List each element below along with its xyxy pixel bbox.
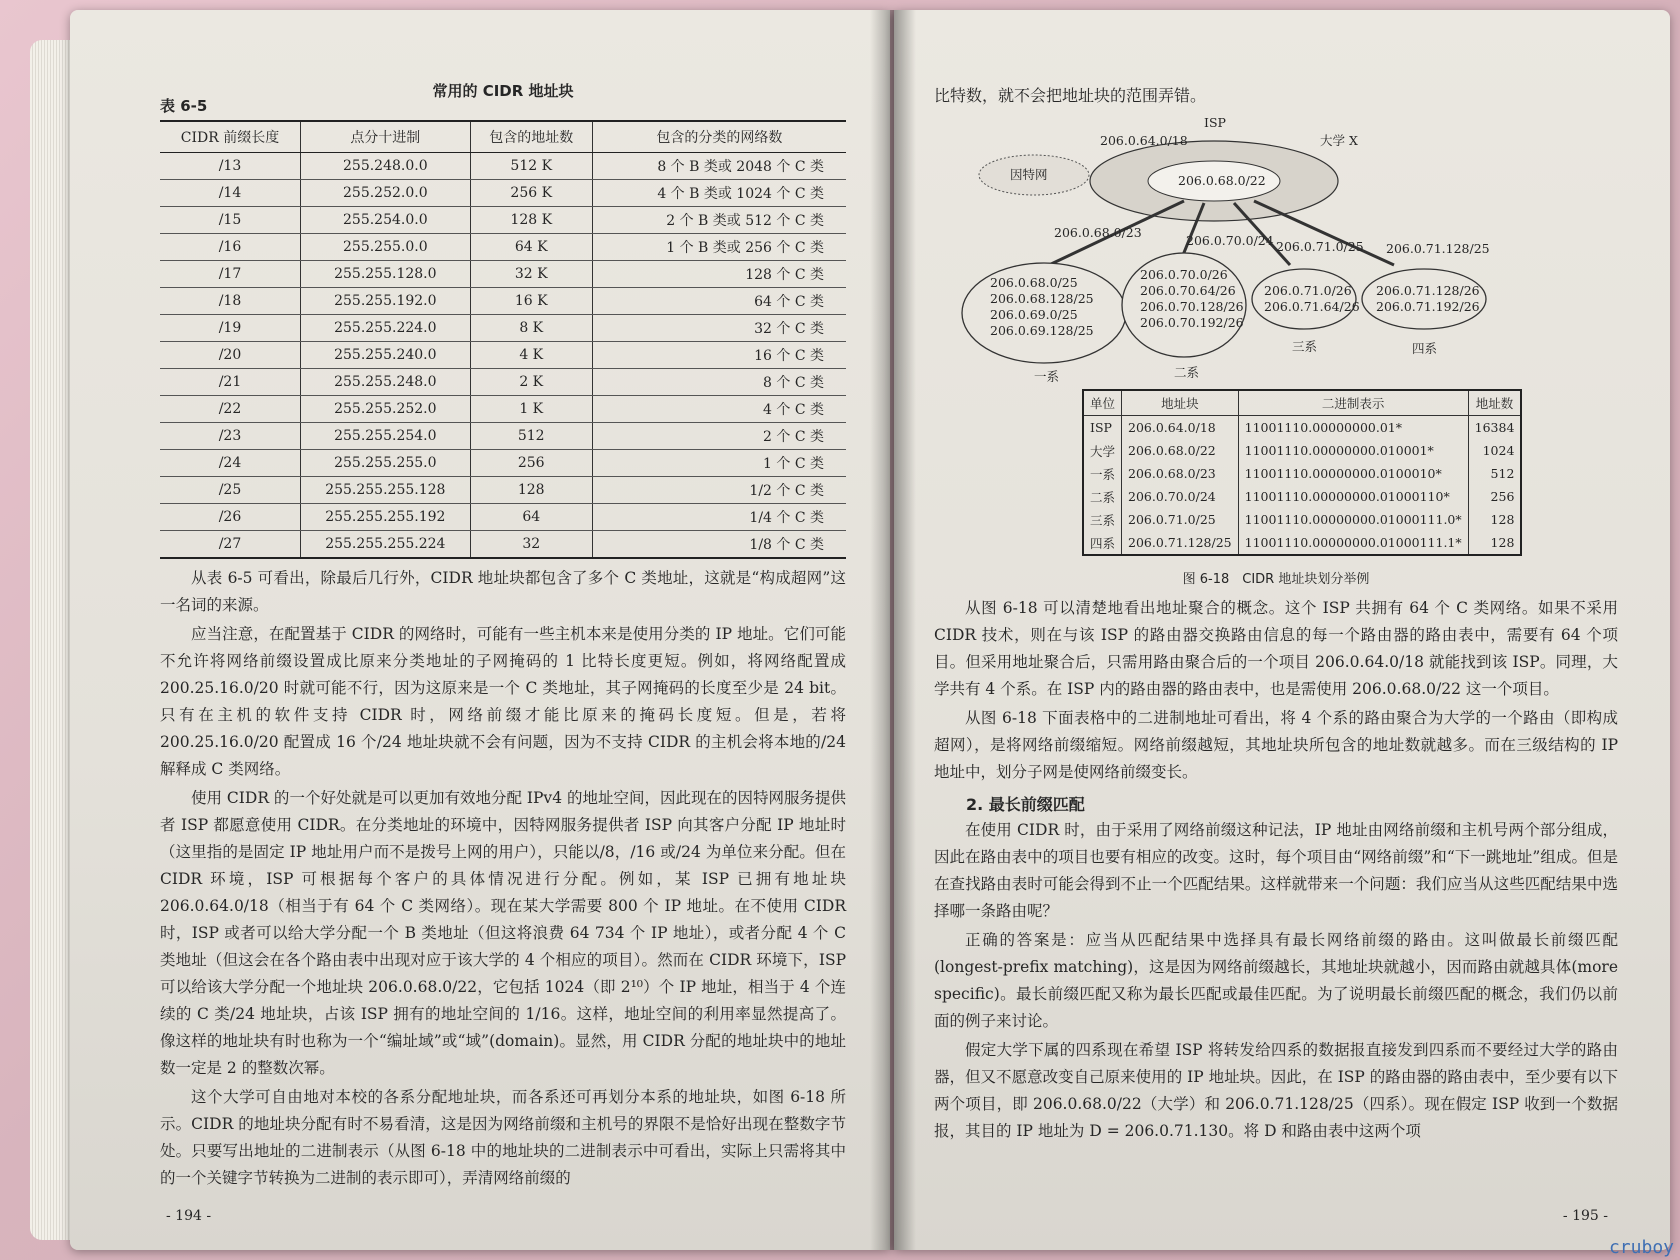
table-cell: 1/8 个 C 类 (592, 531, 846, 559)
table-cell: 11001110.00000000.01000111.0* (1238, 508, 1468, 531)
dept3-blocks: 206.0.71.0/26 206.0.71.64/26 (1264, 283, 1360, 314)
table-cell: 1/4 个 C 类 (592, 504, 846, 531)
paragraph: 正确的答案是：应当从匹配结果中选择具有最长网络前缀的路由。这叫做最长前缀匹配(longest-prefix matching)，这是因为网络前缀越长，其地址块就越小，因而路由就越具体(more specific)。最长前缀匹配又称为最长匹配或最佳匹配。为了说明最长前缀匹配的概念，我们仍以前面的例子来讨论。 (934, 931, 1618, 1030)
table-cell: 11001110.00000000.010001* (1238, 439, 1468, 462)
col-header: 地址数 (1468, 390, 1521, 416)
table-cell: ISP (1090, 420, 1112, 435)
table-cell: 一系 (1090, 466, 1116, 482)
table-cell: 206.0.70.0/24 (1122, 485, 1239, 508)
university-block-label: 206.0.68.0/22 (1178, 173, 1266, 188)
table-cell: 255.255.128.0 (300, 261, 470, 288)
table-cell: 4 个 C 类 (592, 396, 846, 423)
open-book (30, 10, 1670, 1255)
table-cell: 206.0.68.0/22 (1122, 439, 1239, 462)
table-cell: 255.255.248.0 (300, 369, 470, 396)
table-cell: /27 (160, 531, 300, 559)
cidr-table (160, 120, 846, 559)
isp-block-label: 206.0.64.0/18 (1100, 133, 1188, 148)
table-row (160, 261, 846, 288)
col-header: CIDR 前缀长度 (160, 121, 300, 153)
table-cell: 32 (470, 531, 592, 559)
table-cell: 11001110.00000000.01* (1238, 416, 1468, 440)
table-cell: 64 K (470, 234, 592, 261)
table-cell: 128 (1468, 531, 1521, 555)
dept1-name: 一系 (1034, 369, 1060, 384)
page-number-right: - 195 - (1562, 1208, 1608, 1224)
internet-label: 因特网 (1010, 167, 1048, 182)
table-cell: 16 K (470, 288, 592, 315)
paragraph: 从表 6-5 可看出，除最后几行外，CIDR 地址块都包含了多个 C 类地址，这就是“构成超网”这一名词的来源。 (160, 569, 846, 614)
university-label: 大学 X (1320, 133, 1358, 148)
table-cell: 255.255.255.224 (300, 531, 470, 559)
table-row (1083, 508, 1521, 531)
watermark: cruboy (1608, 1237, 1674, 1258)
table-cell: 256 (470, 450, 592, 477)
table-cell: /21 (160, 369, 300, 396)
table-row (1083, 416, 1521, 440)
dept4-name: 四系 (1412, 341, 1438, 356)
table-cell: 64 个 C 类 (592, 288, 846, 315)
table-cell: 11001110.00000000.01000111.1* (1238, 531, 1468, 555)
table-cell: 4 K (470, 342, 592, 369)
table-row (160, 396, 846, 423)
link-label-dept2: 206.0.70.0/24 (1186, 233, 1274, 248)
table-number: 表 6-5 (160, 97, 208, 115)
table-row (160, 477, 846, 504)
table-cell: /14 (160, 180, 300, 207)
table-row (1083, 531, 1521, 555)
col-header: 点分十进制 (300, 121, 470, 153)
table-cell: 32 K (470, 261, 592, 288)
table-cell: 11001110.00000000.0100010* (1238, 462, 1468, 485)
table-cell: 206.0.64.0/18 (1122, 416, 1239, 440)
table-row (160, 450, 846, 477)
col-header: 包含的地址数 (470, 121, 592, 153)
table-cell: 255.248.0.0 (300, 153, 470, 180)
table-cell: 2 K (470, 369, 592, 396)
table-row (160, 315, 846, 342)
table-cell: 255.255.0.0 (300, 234, 470, 261)
table-cell: 128 个 C 类 (592, 261, 846, 288)
dept2-blocks: 206.0.70.0/26 206.0.70.64/26 206.0.70.128/26 206.0.70.192/26 (1140, 267, 1244, 330)
table-cell: /13 (160, 153, 300, 180)
table-cell: 206.0.71.128/25 (1122, 531, 1239, 555)
col-header: 地址块 (1122, 390, 1239, 416)
table-row (160, 288, 846, 315)
units-table (1082, 389, 1522, 556)
table-cell: 1 个 B 类或 256 个 C 类 (592, 234, 846, 261)
table-cell: 8 个 C 类 (592, 369, 846, 396)
table-cell: 8 K (470, 315, 592, 342)
table-cell: 255.255.254.0 (300, 423, 470, 450)
table-row (160, 180, 846, 207)
table-cell: 255.255.192.0 (300, 288, 470, 315)
isp-label: ISP (1204, 115, 1226, 130)
paragraph: 假定大学下属的四系现在希望 ISP 将转发给四系的数据报直接发到四系而不要经过大学的路由器，但又不愿意改变自己原来使用的 IP 地址块。因此，在 ISP 的路由器的路由表中，至少要有以下两个项目，即 206.0.68.0/22（大学）和 206.0.71.128/25（四系）。现在假定 ISP 收到一个数据报，其目的 IP 地址为 D = 206.0.71.130。将 D 和路由表中这两个项 (934, 1041, 1618, 1140)
table-cell: 32 个 C 类 (592, 315, 846, 342)
table-row (160, 234, 846, 261)
table-cell: 四系 (1090, 535, 1116, 551)
table-cell: 16384 (1468, 416, 1521, 440)
table-cell: 255.255.240.0 (300, 342, 470, 369)
table-cell: 64 (470, 504, 592, 531)
table-row (160, 423, 846, 450)
dept4-blocks: 206.0.71.128/26 206.0.71.192/26 (1376, 283, 1480, 314)
table-cell: 255.255.224.0 (300, 315, 470, 342)
link-label-dept4: 206.0.71.128/25 (1386, 241, 1490, 256)
paragraph: 从图 6-18 下面表格中的二进制地址可看出，将 4 个系的路由聚合为大学的一个路由（即构成超网），是将网络前缀缩短。网络前缀越短，其地址块所包含的地址数就越多。而在三级结构的 IP 地址中，划分子网是使网络前缀变长。 (934, 709, 1618, 781)
paragraph: 从图 6-18 可以清楚地看出地址聚合的概念。这个 ISP 共拥有 64 个 C 类网络。如果不采用 CIDR 技术，则在与该 ISP 的路由器交换路由信息的每一个路由器的路由表中，需要有 64 个项目。但采用地址聚合后，只需用路由聚合后的一个项目 206.0.64.0/18 就能找到该 ISP。同理，大学共有 4 个系。在 ISP 内的路由器的路由表中，也是需使用 206.0.68.0/22 这一个项目。 (934, 599, 1618, 698)
table-cell: 256 (1468, 485, 1521, 508)
table-cell: 512 K (470, 153, 592, 180)
table-cell: 2 个 C 类 (592, 423, 846, 450)
table-cell: 1 个 C 类 (592, 450, 846, 477)
col-header: 二进制表示 (1238, 390, 1468, 416)
table-cell: 128 (1468, 508, 1521, 531)
cidr-diagram (934, 115, 1618, 385)
dept2-name: 二系 (1174, 365, 1200, 380)
table-row (1083, 485, 1521, 508)
table-cell: 255.255.252.0 (300, 396, 470, 423)
table-row (1083, 462, 1521, 485)
table-cell: /18 (160, 288, 300, 315)
table-cell: 128 (470, 477, 592, 504)
table-cell: 8 个 B 类或 2048 个 C 类 (592, 153, 846, 180)
table-cell: 大学 (1090, 443, 1116, 459)
table-cell: 1/2 个 C 类 (592, 477, 846, 504)
paragraph: 在使用 CIDR 时，由于采用了网络前缀这种记法，IP 地址由网络前缀和主机号两个部分组成，因此在路由表中的项目也要有相应的改变。这时，每个项目由“网络前缀”和“下一跳地址”组成。但是在查找路由表时可能会得到不止一个匹配结果。这样就带来一个问题：我们应当从这些匹配结果中选择哪一条路由呢？ (934, 821, 1618, 920)
table-cell: /23 (160, 423, 300, 450)
table-cell: /26 (160, 504, 300, 531)
continuation-line: 比特数，就不会把地址块的范围弄错。 (934, 86, 1207, 105)
table-cell: 128 K (470, 207, 592, 234)
col-header: 单位 (1083, 390, 1122, 416)
table-cell: 255.255.255.128 (300, 477, 470, 504)
link-label-dept3: 206.0.71.0/25 (1276, 239, 1364, 254)
col-header: 包含的分类的网络数 (592, 121, 846, 153)
dept3-name: 三系 (1292, 339, 1318, 354)
table-cell: 255.255.255.0 (300, 450, 470, 477)
table-cell: 16 个 C 类 (592, 342, 846, 369)
paragraph: 这个大学可自由地对本校的各系分配地址块，而各系还可再划分本系的地址块，如图 6-18 所示。CIDR 的地址块分配有时不易看清，这是因为网络前缀和主机号的界限不是恰好出现在整数字节处。只要写出地址的二进制表示（从图 6-18 中的地址块的二进制表示中可看出，实际上只需将其中的一个关键字节转换为二进制的表示即可），弄清网络前缀的 (160, 1088, 846, 1187)
table-cell: 4 个 B 类或 1024 个 C 类 (592, 180, 846, 207)
table-cell: 2 个 B 类或 512 个 C 类 (592, 207, 846, 234)
dept1-blocks: 206.0.68.0/25 206.0.68.128/25 206.0.69.0/25 206.0.69.128/25 (990, 275, 1094, 338)
paragraph: 使用 CIDR 的一个好处就是可以更加有效地分配 IPv4 的地址空间，因此现在的因特网服务提供者 ISP 都愿意使用 CIDR。在分类地址的环境中，因特网服务提供者 ISP 向其客户分配 IP 地址时（这里指的是固定 IP 地址用户而不是拨号上网的用户），只能以/8，/16 或/24 为单位来分配。但在 CIDR 环境，ISP 可根据每个客户的具体情况进行分配。例如，某 ISP 已拥有地址块 206.0.64.0/18（相当于有 64 个 C 类网络）。现在某大学需要 800 个 IP 地址。在不使用 CIDR 时，ISP 或者可以给大学分配一个 B 类地址（但这将浪费 64 734 个 IP 地址），或者分配 4 个 C 类地址（但这会在各个路由表中出现对应于该大学的 4 个相应的项目）。然而在 CIDR 环境下，ISP 可以给该大学分配一个地址块 206.0.68.0/22，它包括 1024（即 2¹⁰）个 IP 地址，相当于 4 个连续的 C 类/24 地址块，占该 ISP 拥有的地址空间的 1/16。这样，地址空间的利用率显然提高了。像这样的地址块有时也称为一个“编址域”或“域”(domain)。显然，用 CIDR 分配的地址块中的地址数一定是 2 的整数次幂。 (160, 789, 846, 1077)
table-cell: /17 (160, 261, 300, 288)
paragraph: 应当注意，在配置基于 CIDR 的网络时，可能有一些主机本来是使用分类的 IP 地址。它们可能不允许将网络前缀设置成比原来分类地址的子网掩码的 1 比特长度更短。例如，将网络配置成 200.25.16.0/20 时就可能不行，因为这原来是一个 C 类地址，其子网掩码的长度至少是 24 bit。只有在主机的软件支持 CIDR 时，网络前缀才能比原来的掩码长度短。但是，若将 200.25.16.0/20 配置成 16 个/24 地址块就不会有问题，因为不支持 CIDR 的主机会将本地的/24 解释成 C 类网络。 (160, 625, 846, 778)
table-cell: /25 (160, 477, 300, 504)
table-cell: 512 (470, 423, 592, 450)
table-cell: 三系 (1090, 512, 1116, 528)
table-row (160, 369, 846, 396)
table-cell: /22 (160, 396, 300, 423)
table-row (160, 153, 846, 180)
table-cell: 512 (1468, 462, 1521, 485)
table-cell: 1 K (470, 396, 592, 423)
table-cell: 255.254.0.0 (300, 207, 470, 234)
table-cell: 11001110.00000000.01000110* (1238, 485, 1468, 508)
table-cell: /19 (160, 315, 300, 342)
right-page (894, 10, 1670, 1250)
table-cell: /15 (160, 207, 300, 234)
left-page (70, 10, 890, 1250)
table-cell: /24 (160, 450, 300, 477)
table-cell: 206.0.68.0/23 (1122, 462, 1239, 485)
table-cell: 255.252.0.0 (300, 180, 470, 207)
table-cell: 二系 (1090, 489, 1116, 505)
table-cell: /20 (160, 342, 300, 369)
table-cell: /16 (160, 234, 300, 261)
table-title: 常用的 CIDR 地址块 (432, 82, 574, 100)
table-row (160, 504, 846, 531)
link-label-dept1: 206.0.68.0/23 (1054, 225, 1142, 240)
table-row (160, 342, 846, 369)
table-cell: 1024 (1468, 439, 1521, 462)
table-cell: 256 K (470, 180, 592, 207)
figure-caption: 图 6-18 CIDR 地址块划分举例 (1182, 572, 1370, 587)
table-cell: 206.0.71.0/25 (1122, 508, 1239, 531)
page-number-left: - 194 - (166, 1208, 212, 1224)
table-cell: 255.255.255.192 (300, 504, 470, 531)
table-row (160, 207, 846, 234)
table-row (1083, 439, 1521, 462)
section-heading: 2. 最长前缀匹配 (966, 795, 1085, 814)
table-row (160, 531, 846, 559)
